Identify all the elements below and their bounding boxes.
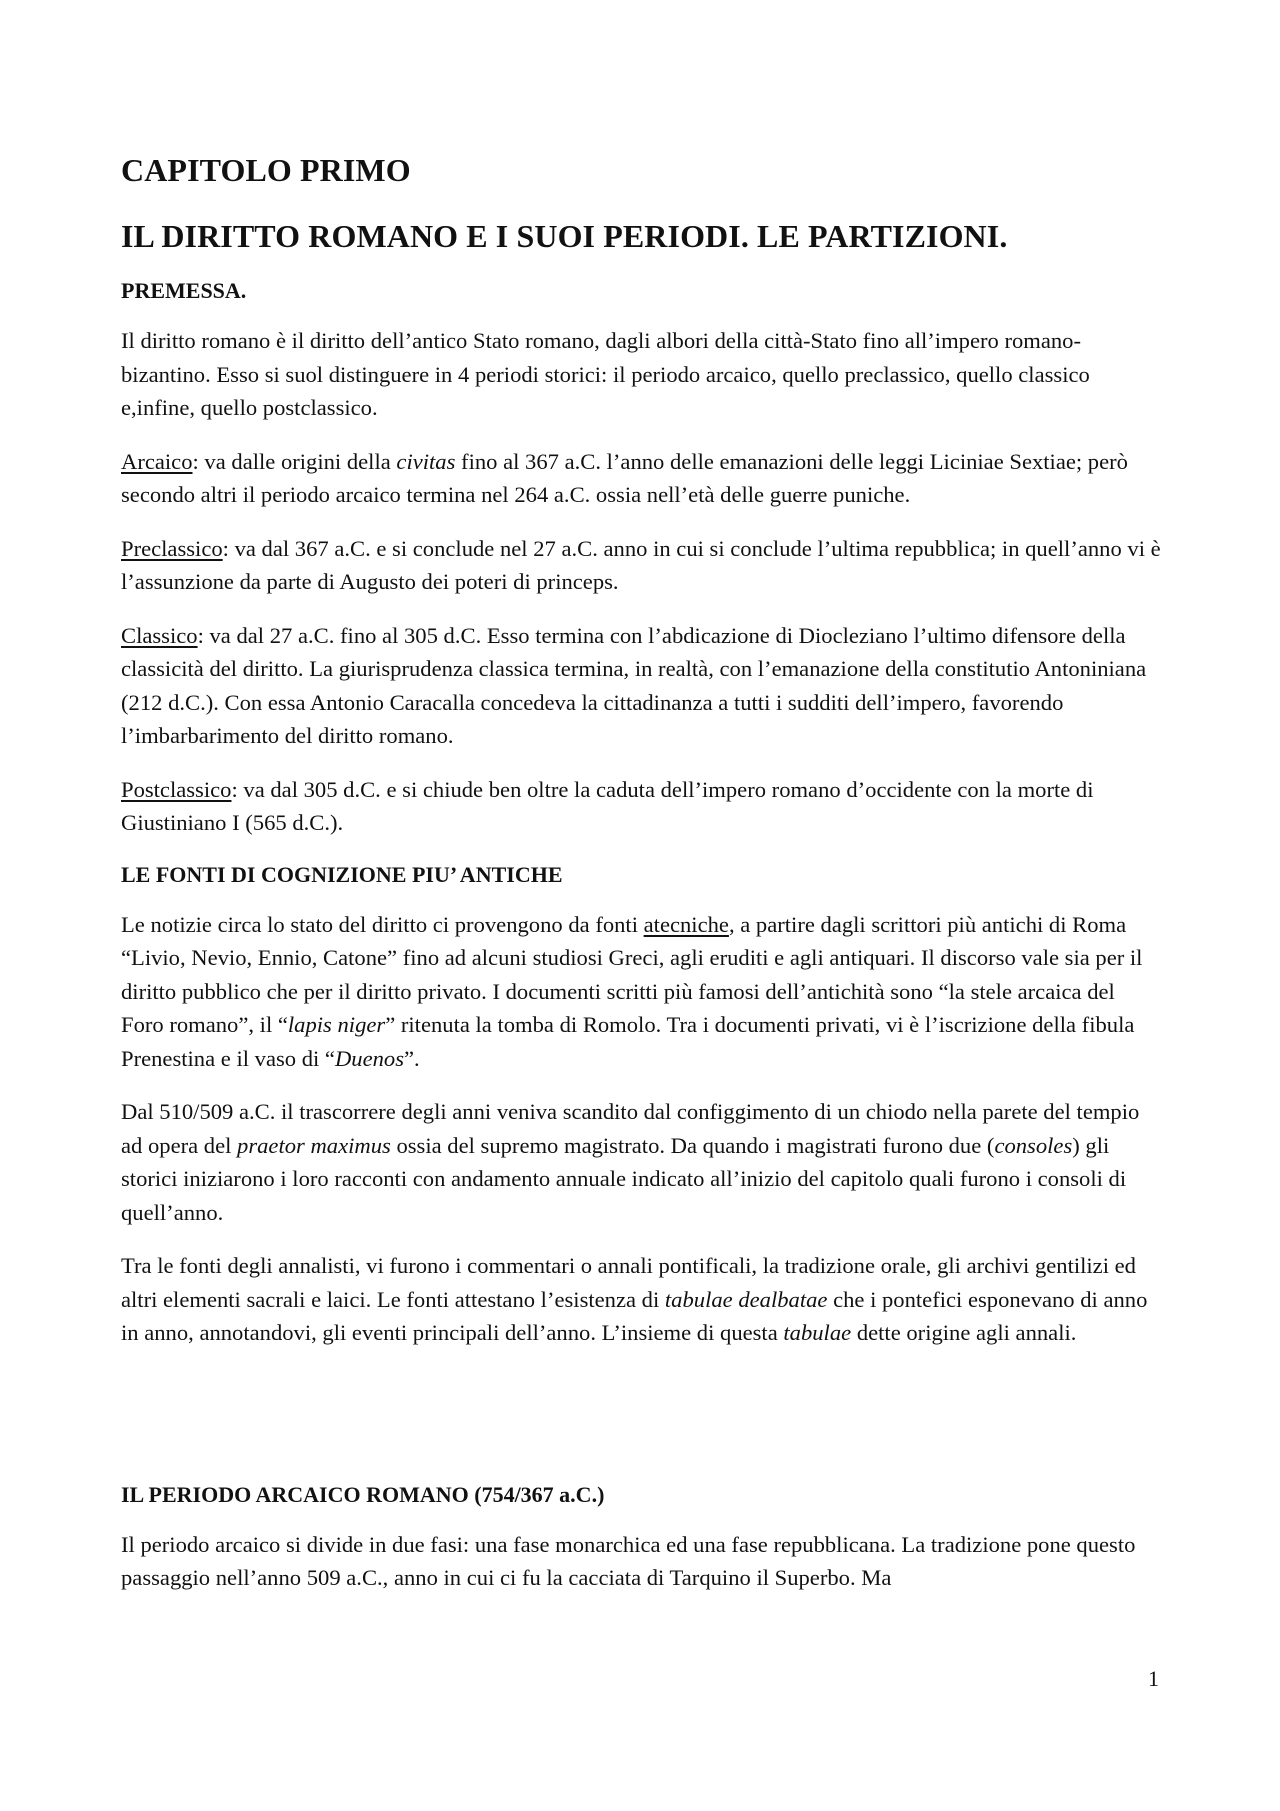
paragraph-periodo-arcaico: Il periodo arcaico si divide in due fasi: una fase monarchica ed una fase repubblicana. La tradizione pone questo passaggio nell’anno 509 a.C., anno in cui ci fu la cacciata di Tarquino il Superbo. Ma (121, 1531, 1136, 1590)
text-fragment: Dal 510/509 a.C. il trascorrere degli anni veniva scandito dal configgimento di un chiodo nella parete del tempio ad opera del (121, 1099, 1140, 1158)
text-fragment: : va dalle origini della (192, 448, 397, 474)
paragraph-classico (121, 619, 1161, 753)
paragraph-fonti-3 (121, 1249, 1161, 1350)
paragraph-fonti-2 (121, 1095, 1161, 1229)
chapter-title: IL DIRITTO ROMANO E I SUOI PERIODI. LE PARTIZIONI. (121, 218, 1008, 254)
italic-term: Duenos (334, 1045, 404, 1071)
document-content (121, 148, 1161, 1615)
paragraph-preclassico (121, 532, 1161, 599)
section-heading-fonti: LE FONTI DI COGNIZIONE PIU’ ANTICHE (121, 861, 563, 887)
italic-term: praetor maximus (237, 1132, 391, 1158)
italic-term: consoles (994, 1132, 1073, 1158)
text-fragment: : va dal 367 a.C. e si conclude nel 27 a.C. anno in cui si conclude l’ultima repubblica; in quell’anno vi è l’assunzione da parte di Augusto dei poteri di princeps. (121, 535, 1161, 594)
term-arcaico: Arcaico (121, 448, 193, 474)
italic-term: tabulae (783, 1320, 852, 1345)
chapter-heading: CAPITOLO PRIMO (121, 152, 411, 188)
underlined-term: atecniche (643, 911, 729, 937)
text-fragment: ”. (404, 1045, 420, 1071)
text-fragment: Tra le fonti degli annalisti, vi furono i commentari o annali pontificali, la tradizione orale, gli archivi gentilizi ed altri elementi sacrali e laici. Le fonti attestano l’esistenza di (121, 1253, 1136, 1312)
term-postclassico: Postclassico (121, 776, 232, 802)
paragraph-fonti-1 (121, 908, 1161, 1076)
vertical-spacer (121, 1370, 1161, 1480)
term-classico: Classico (121, 622, 198, 648)
italic-term: lapis niger (287, 1012, 386, 1037)
text-fragment: ) gli storici iniziarono i loro racconti con andamento annuale indicato all’inizio del capitolo quali furono i consoli di quell’anno. (121, 1132, 1127, 1225)
text-fragment: Le notizie circa lo stato del diritto ci provengono da fonti (121, 911, 644, 937)
paragraph-intro: Il diritto romano è il diritto dell’antico Stato romano, dagli albori della città-Stato fino all’impero romano-bizantino. Esso si suol distinguere in 4 periodi storici: il periodo arcaico, quello preclassico, quello classico e,infine, quello postclassico. (121, 328, 1090, 420)
text-fragment: ” ritenuta la tomba di Romolo. Tra i documenti privati, vi è l’iscrizione della fibula Prenestina e il vaso di “ (121, 1012, 1135, 1071)
term-preclassico: Preclassico (121, 535, 223, 561)
paragraph-postclassico (121, 773, 1161, 840)
text-fragment: , a partire dagli scrittori più antichi di Roma “Livio, Nevio, Ennio, Catone” fino ad alcuni studiosi Greci, agli eruditi e agli antiquari. Il discorso vale sia per il diritto pubblico che per il diritto privato. I documenti scritti più famosi dell’antichità sono “la stele arcaica del Foro romano”, il “ (121, 911, 1143, 1037)
text-fragment: che i pontefici esponevano di anno in anno, annotandovi, gli eventi principali dell’anno. L’insieme di questa (121, 1286, 1148, 1345)
section-heading-periodo-arcaico: IL PERIODO ARCAICO ROMANO (754/367 a.C.) (121, 1481, 605, 1507)
text-fragment: ossia del supremo magistrato. Da quando i magistrati furono due ( (390, 1132, 995, 1158)
text-fragment: : va dal 27 a.C. fino al 305 d.C. Esso termina con l’abdicazione di Diocleziano l’ultimo difensore della classicità del diritto. La giurisprudenza classica termina, in realtà, con l’emanazione della constitutio Antoniniana (212 d.C.). Con essa Antonio Caracalla concedeva la cittadinanza a tutti i sudditi dell’impero, favorendo l’imbarbarimento del diritto romano. (121, 622, 1147, 748)
italic-term: tabulae dealbatae (664, 1286, 828, 1312)
paragraph-arcaico (121, 445, 1161, 512)
italic-term: civitas (396, 448, 456, 474)
text-fragment: dette origine agli annali. (851, 1320, 1077, 1345)
text-fragment: : va dal 305 d.C. e si chiude ben oltre la caduta dell’impero romano d’occidente con la morte di Giustiniano I (565 d.C.). (121, 776, 1094, 835)
section-heading-premessa: PREMESSA. (121, 278, 247, 303)
page-number: 1 (1148, 1666, 1159, 1691)
text-fragment: fino al 367 a.C. l’anno delle emanazioni delle leggi Liciniae Sextiae; però secondo altri il periodo arcaico termina nel 264 a.C. ossia nell’età delle guerre puniche. (121, 448, 1128, 507)
